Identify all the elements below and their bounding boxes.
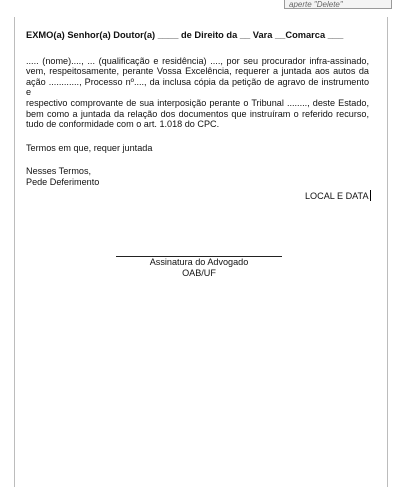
body-line: tudo de conformidade com o art. 1.018 do CPC.	[26, 119, 220, 130]
signature-label: Assinatura do Advogado	[149, 257, 249, 267]
closing-block	[26, 166, 369, 187]
delete-hint-tooltip: aperte "Delete"	[284, 0, 392, 9]
document-content[interactable]	[26, 30, 369, 188]
body-line: bem como a juntada da relação dos documentos que instruíram o referido recurso,	[26, 108, 369, 119]
signature-block	[116, 257, 282, 278]
body-line: respectivo comprovante de sua interposição perante o Tribunal ........, deste Estado,	[26, 97, 369, 108]
local-date-field[interactable]	[305, 190, 371, 201]
closing-line-1: Nesses Termos,	[26, 166, 92, 177]
request-line: Termos em que, requer juntada	[26, 142, 153, 153]
text-cursor	[370, 190, 371, 201]
document-heading: EXMO(a) Senhor(a) Doutor(a) ____ de Direito da __ Vara __Comarca ___	[26, 30, 344, 40]
local-date-text: LOCAL E DATA	[305, 191, 369, 201]
body-line: ação ............, Processo nº...., da inclusa cópia da petição de agravo de instrumento e	[26, 76, 369, 98]
petition-body	[26, 56, 369, 130]
oab-label: OAB/UF	[182, 267, 216, 278]
closing-line-2: Pede Deferimento	[26, 176, 100, 187]
body-line: vem, respeitosamente, perante Vossa Excelência, requerer a juntada aos autos da	[26, 66, 369, 77]
body-line: ..... (nome)...., ... (qualificação e residência) ...., por seu procurador infra-assinado,	[26, 55, 369, 66]
